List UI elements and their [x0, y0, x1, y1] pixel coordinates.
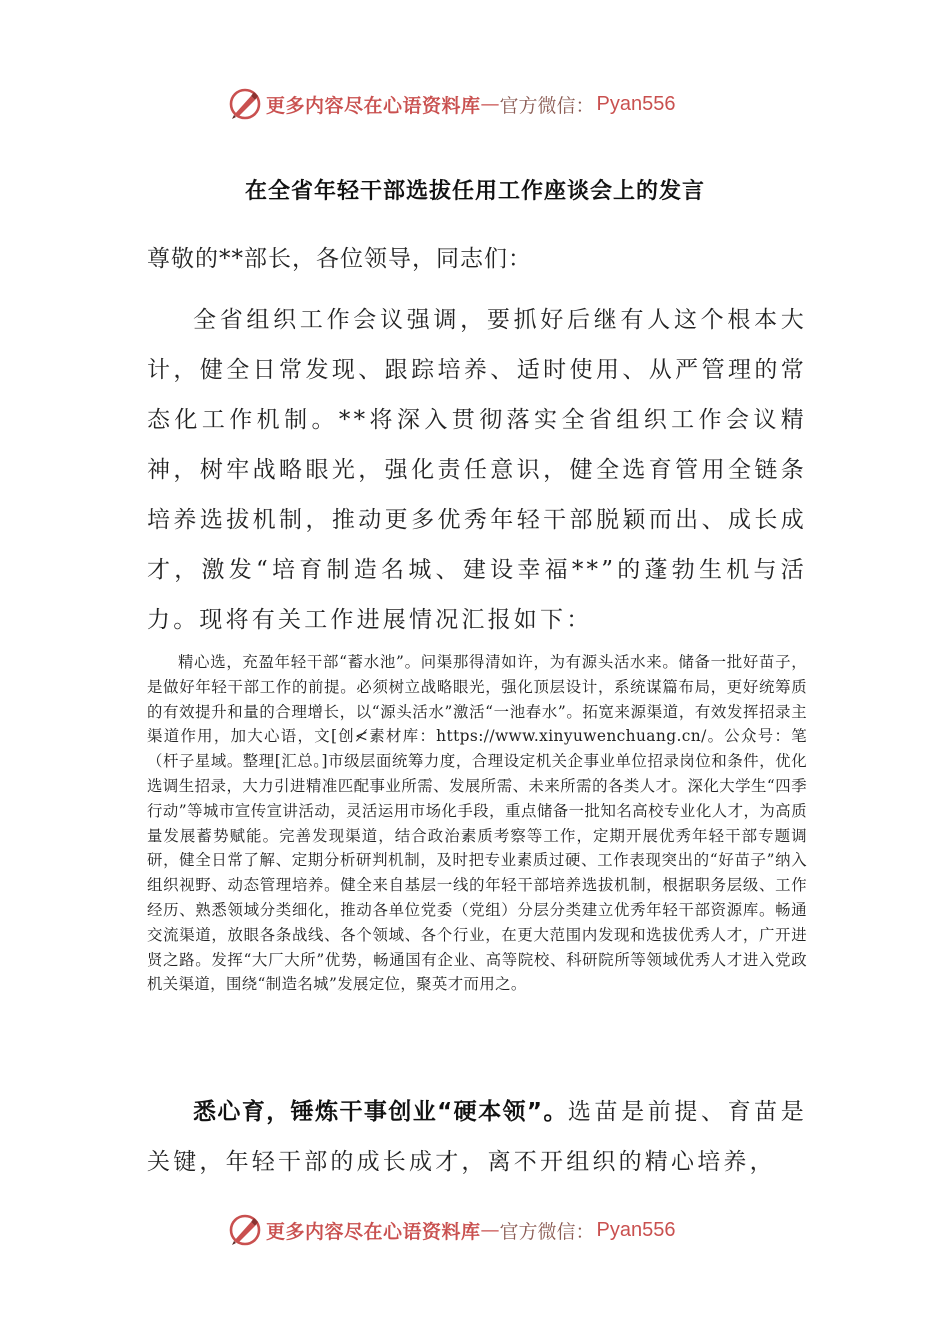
header-banner: [228, 84, 748, 124]
banner-wechat-label: 官方微信：: [499, 94, 595, 117]
banner-wechat-id: Pyan556: [596, 92, 676, 115]
paragraph-cultivate-lead: 悉心育，锤炼干事创业“硬本领”。: [193, 1099, 568, 1125]
banner-wechat-label: 官方微信：: [499, 1220, 595, 1243]
pen-logo-icon: [228, 1213, 262, 1247]
paragraph-select: 精心选，充盈年轻干部“蓄水池”。问渠那得清如许，为有源头活水来。储备一批好苗子，是做好年轻干部工作的前提。必须树立战略眼光，强化顶层设计，系统谋篇布局，更好统筹质的有效提升和量的合理增长，以“源头活水”激活“一池春水”。拓宽来源渠道，有效发挥招录主渠道作用，加大心语，文[创≮素材库：https://www.xinyuwenchuang.cn/。公众号：笔（杆子星域。整理[汇总。]市级层面统筹力度，合理设定机关企事业单位招录岗位和条件，优化选调生招录，大力引进精准匹配事业所需、发展所需、未来所需的各类人才。深化大学生“四季行动”等城市宣传宣讲活动，灵活运用市场化手段，重点储备一批知名高校专业化人才，为高质量发展蓄势赋能。完善发现渠道，结合政治素质考察等工作，定期开展优秀年轻干部专题调研，健全日常了解、定期分析研判机制，及时把专业素质过硬、工作表现突出的“好苗子”纳入组织视野、动态管理培养。健全来自基层一线的年轻干部培养选拔机制，根据职务层级、工作经历、熟悉领域分类细化，推动各单位党委（党组）分层分类建立优秀年轻干部资源库。畅通交流渠道，放眼各条战线、各个领域、各个行业，在更大范围内发现和选拔优秀人才，广开进贤之路。发挥“大厂大所”优势，畅通国有企业、高等院校、科研院所等领域优秀人才进入党政机关渠道，围绕“制造名城”发展定位，聚英才而用之。: [147, 653, 807, 994]
banner-text: 更多内容尽在心语资料库: [266, 94, 481, 117]
banner-text: 更多内容尽在心语资料库: [266, 1220, 481, 1243]
paragraph-cultivate-body: 选苗是前提、育苗是关键，年轻干部的成长成才，离不开组织的精心培养，: [147, 1099, 807, 1175]
pen-logo-icon: [228, 87, 262, 121]
paragraph-cultivate: [147, 1087, 807, 1187]
footer-banner: [228, 1210, 748, 1250]
banner-wechat-id: Pyan556: [596, 1218, 676, 1241]
banner-dash: —: [480, 1219, 500, 1241]
salutation: 尊敬的**部长，各位领导，同志们：: [147, 246, 532, 272]
banner-dash: —: [480, 93, 500, 115]
paragraph-intro: 全省组织工作会议强调，要抓好后继有人这个根本大计，健全日常发现、跟踪培养、适时使用、从严管理的常态化工作机制。**将深入贯彻落实全省组织工作会议精神，树牢战略眼光，强化责任意识，健全选育管用全链条培养选拔机制，推动更多优秀年轻干部脱颖而出、成长成才，激发“培育制造名城、建设幸福**”的蓬勃生机与活力。现将有关工作进展情况汇报如下：: [147, 307, 807, 633]
document-title: 在全省年轻干部选拔任用工作座谈会上的发言: [244, 179, 705, 204]
